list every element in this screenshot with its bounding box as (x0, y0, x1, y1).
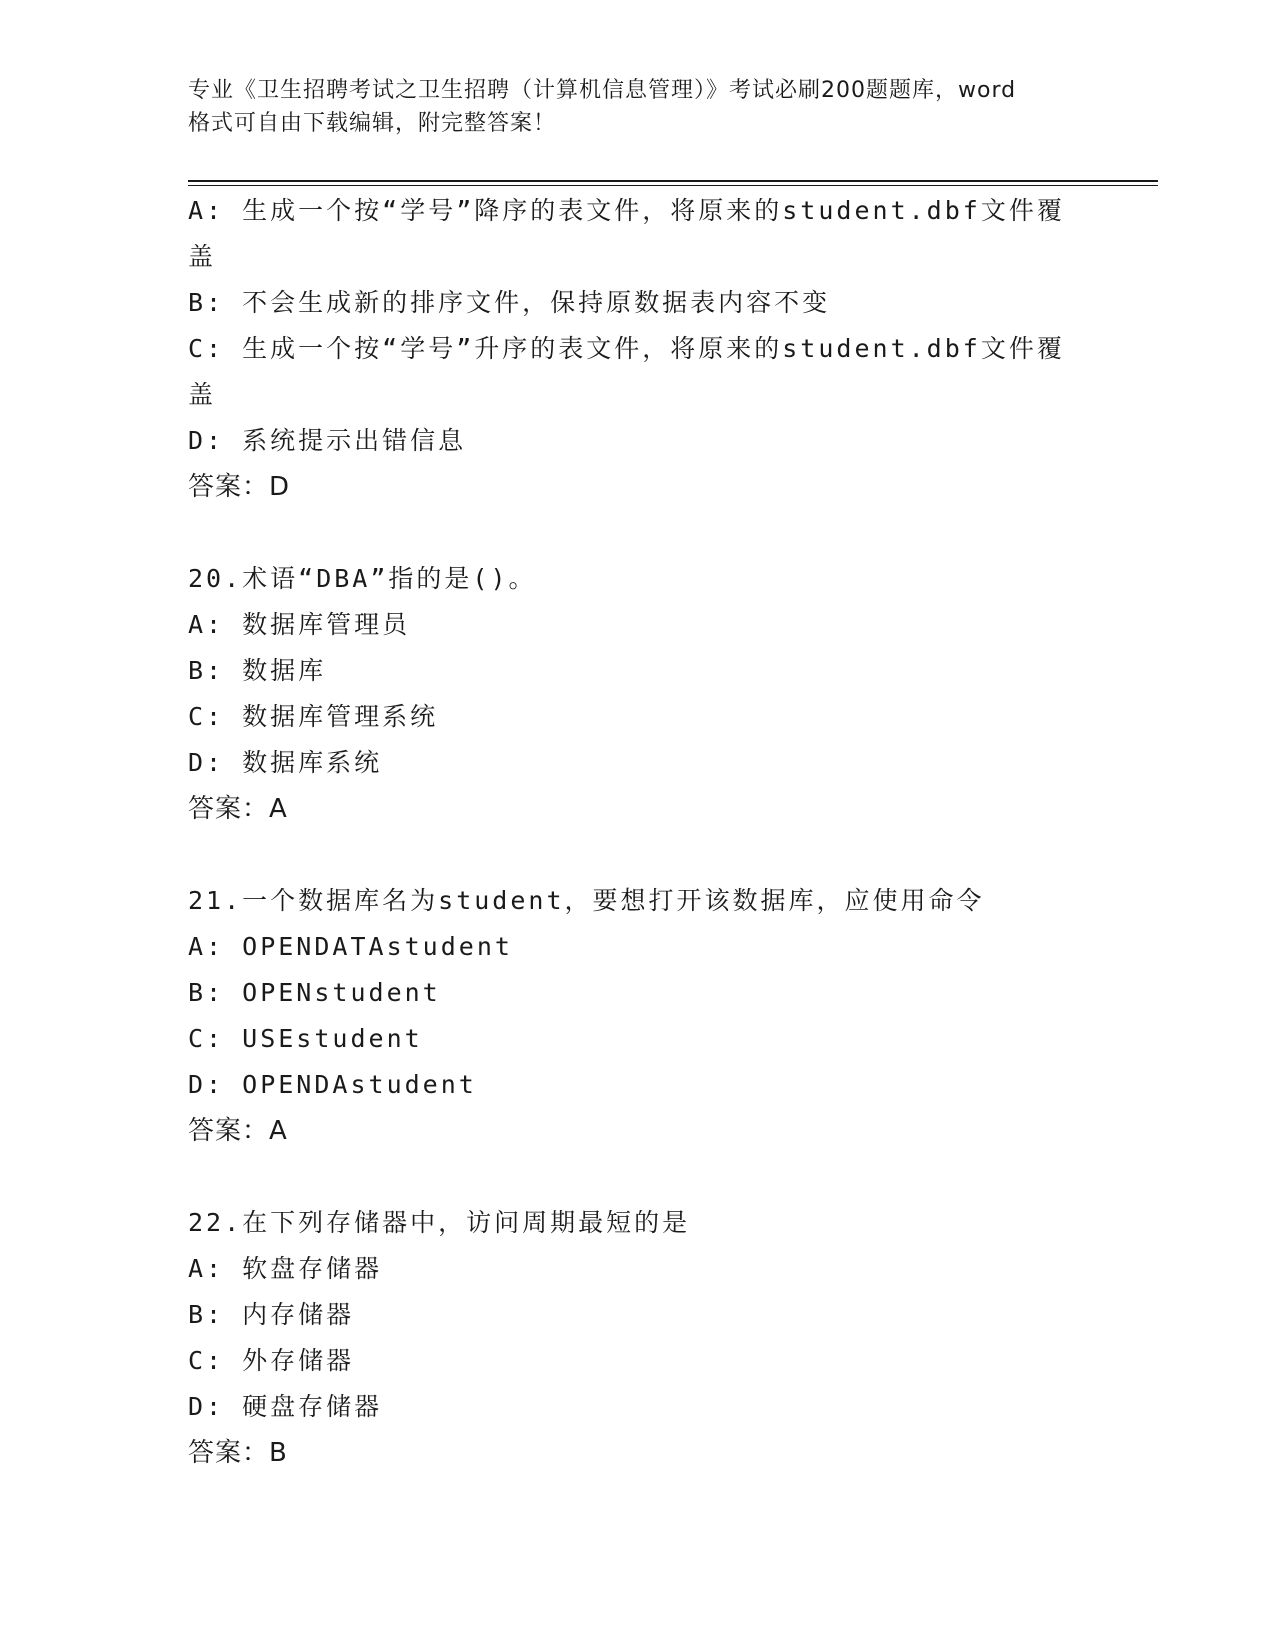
question-text: 22.在下列存储器中，访问周期最短的是 (188, 1208, 691, 1237)
option-b: B: 数据库 (188, 656, 327, 685)
option-a: A: 软盘存储器 (188, 1254, 383, 1283)
option-d: D: 系统提示出错信息 (188, 426, 467, 455)
header-line-2: 格式可自由下载编辑，附完整答案！ (188, 111, 557, 136)
option-b: B: OPENstudent (188, 978, 441, 1007)
answer: 答案：B (188, 1438, 288, 1468)
option-c: C: 外存储器 (188, 1346, 355, 1375)
option-c-line-2: 盖 (188, 380, 217, 409)
question-text: 20.术语“DBA”指的是()。 (188, 564, 537, 593)
option-a-line-2: 盖 (188, 242, 217, 271)
option-d: D: 数据库系统 (188, 748, 383, 777)
answer: 答案：D (188, 472, 291, 502)
option-a: A: OPENDATAstudent (188, 932, 513, 961)
header-line-1: 专业《卫生招聘考试之卫生招聘（计算机信息管理）》考试必刷200题题库，word (188, 78, 1017, 103)
option-a-line-1: A: 生成一个按“学号”降序的表文件，将原来的student.dbf文件覆 (188, 196, 1065, 225)
question-text: 21.一个数据库名为student，要想打开该数据库，应使用命令 (188, 886, 985, 915)
option-a: A: 数据库管理员 (188, 610, 411, 639)
answer: 答案：A (188, 1116, 288, 1146)
option-c: C: 数据库管理系统 (188, 702, 439, 731)
question-21-block (188, 878, 1088, 1154)
spacer (188, 510, 1088, 556)
header-divider-thick (188, 180, 1158, 182)
option-d: D: 硬盘存储器 (188, 1392, 383, 1421)
document-header (188, 74, 1088, 140)
option-c-line-1: C: 生成一个按“学号”升序的表文件，将原来的student.dbf文件覆 (188, 334, 1065, 363)
answer: 答案：A (188, 794, 288, 824)
question-22-block (188, 1200, 1088, 1476)
question-19-block (188, 188, 1088, 510)
spacer (188, 832, 1088, 878)
option-b: B: 内存储器 (188, 1300, 355, 1329)
option-b: B: 不会生成新的排序文件，保持原数据表内容不变 (188, 288, 831, 317)
option-c: C: USEstudent (188, 1024, 423, 1053)
question-list (188, 188, 1088, 1476)
header-divider-thin (188, 185, 1158, 186)
question-20-block (188, 556, 1088, 832)
option-d: D: OPENDAstudent (188, 1070, 477, 1099)
spacer (188, 1154, 1088, 1200)
